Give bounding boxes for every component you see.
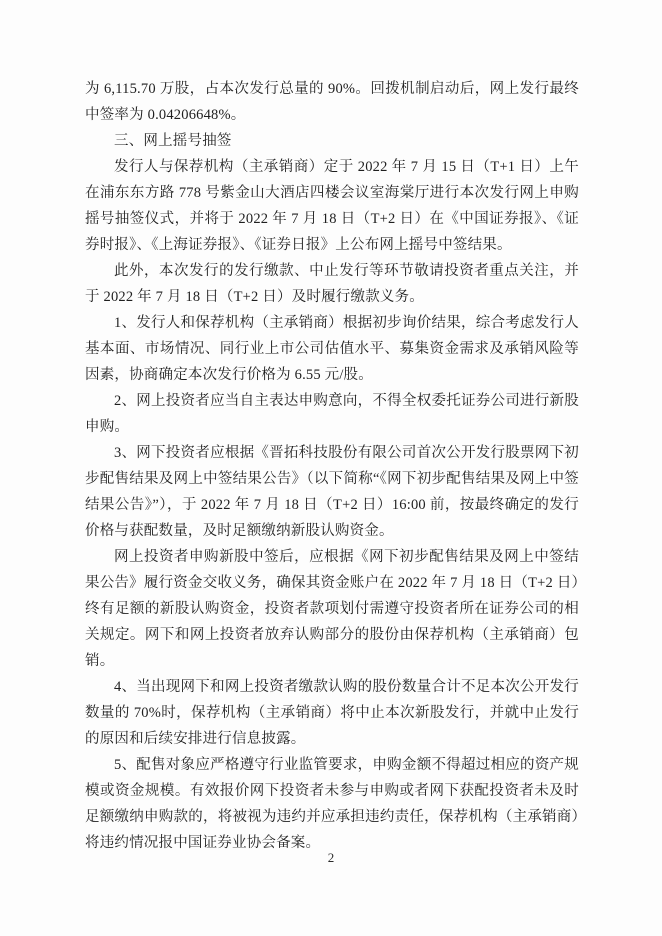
paragraph-item-4-suspension: 4、当出现网下和网上投资者缴款认购的股份数量合计不足本次公开发行数量的 70%时，保荐机构（主承销商）将中止本次新股发行，并就中止发行的原因和后续安排进行信息披露。 [85, 679, 579, 747]
document-body [85, 76, 579, 856]
page-number: 2 [327, 850, 335, 865]
paragraph-payment-reminder: 此外，本次发行的发行缴款、中止发行等环节敬请投资者重点关注，并于 2022 年 7 月 18 日（T+2 日）及时履行缴款义务。 [85, 263, 579, 305]
paragraph-item-1-issue-price: 1、发行人和保荐机构（主承销商）根据初步询价结果，综合考虑发行人基本面、市场情况、同行业上市公司估值水平、募集资金需求及承销风险等因素，协商确定本次发行价格为 6.55 元/股。 [85, 315, 579, 383]
paragraph-item-2-online-investors: 2、网上投资者应当自主表达申购意向，不得全权委托证券公司进行新股申购。 [85, 393, 579, 435]
paragraph-continuation-allotment-rate: 为 6,115.70 万股，占本次发行总量的 90%。回拨机制启动后，网上发行最终中签率为 0.04206648%。 [85, 81, 579, 123]
paragraph-item-3-offline-investors: 3、网下投资者应根据《晋拓科技股份有限公司首次公开发行股票网下初步配售结果及网上中签结果公告》（以下简称“《网下初步配售结果及网上中签结果公告》”），于 2022 年 7 月 18 日（T+2 日）16:00 前，按最终确定的发行价格与获配数量，及时足额缴纳新股认购资金。 [85, 445, 579, 539]
paragraph-item-5-compliance: 5、配售对象应严格遵守行业监管要求，申购金额不得超过相应的资产规模或资金规模。有效报价网下投资者未参与申购或者网下获配投资者未及时足额缴纳申购款的，将被视为违约并应承担违约责任，保荐机构（主承销商）将违约情况报中国证券业协会备案。 [85, 757, 579, 851]
paragraph-online-winners-payment: 网上投资者申购新股中签后，应根据《网下初步配售结果及网上中签结果公告》履行资金交收义务，确保其资金账户在 2022 年 7 月 18 日（T+2 日）终有足额的新股认购资金，投资者款项划付需遵守投资者所在证券公司的相关规定。网下和网上投资者放弃认购部分的股份由保荐机构（主承销商）包销。 [85, 549, 579, 669]
section-heading-online-lottery: 三、网上摇号抽签 [114, 133, 232, 149]
paragraph-lottery-ceremony: 发行人与保荐机构（主承销商）定于 2022 年 7 月 15 日（T+1 日）上午在浦东东方路 778 号紫金山大酒店四楼会议室海棠厅进行本次发行网上申购摇号抽签仪式，并将于 2022 年 7 月 18 日（T+2 日）在《中国证券报》、《证券时报》、《上海证券报》、《证券日报》上公布网上摇号中签结果。 [85, 159, 579, 253]
